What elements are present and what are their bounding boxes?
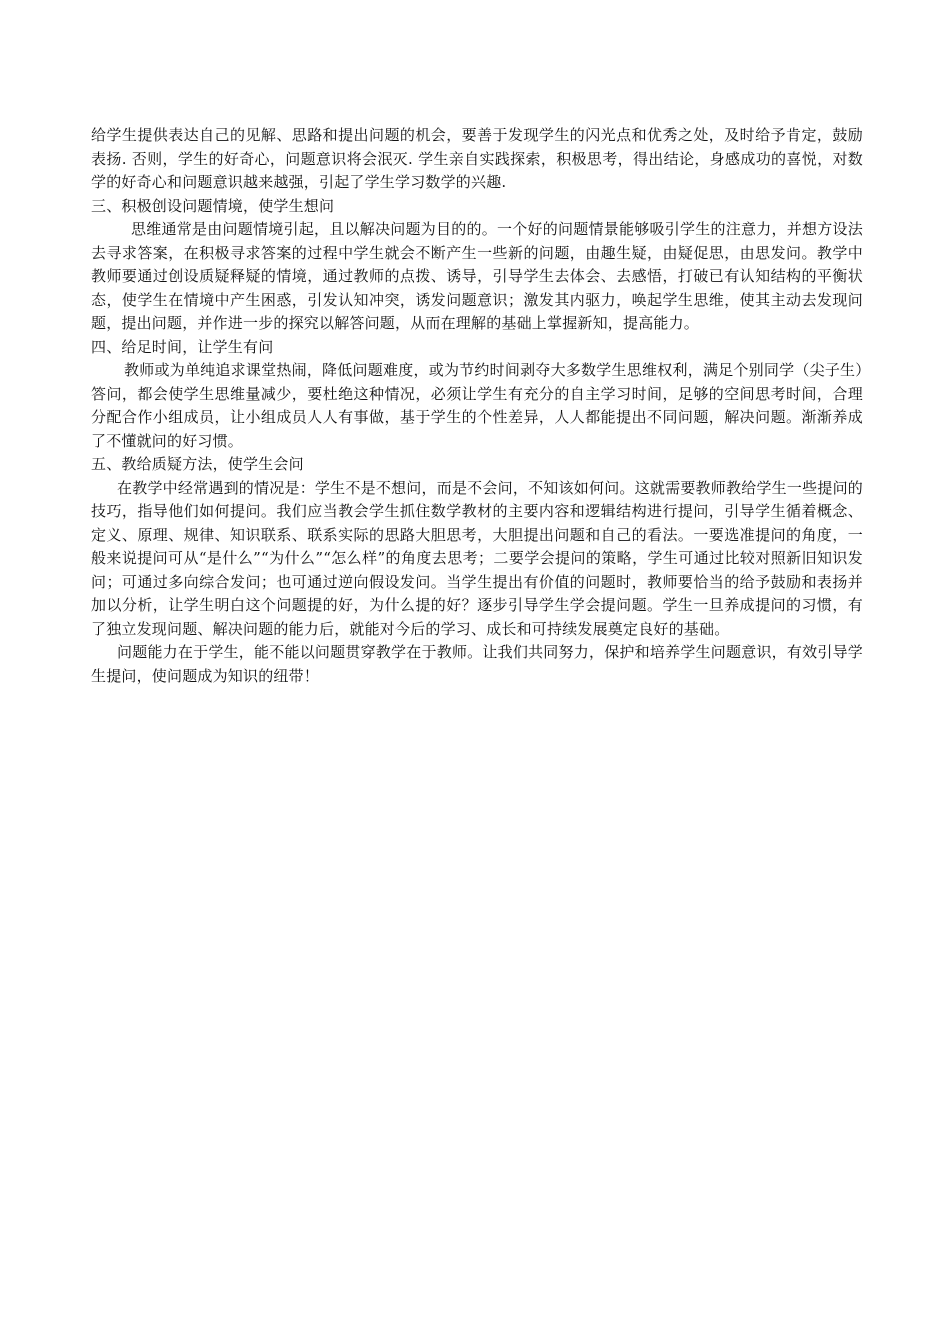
section-heading-5: 五、教给质疑方法，使学生会问 (91, 455, 304, 473)
section-body-4: 教师或为单纯追求课堂热闹，降低问题难度，或为节约时间剥夺大多数学生思维权利，满足个别同学（尖子生）答问，都会使学生思维量减少，要杜绝这种情况，必须让学生有充分的自主学习时间，足够的空间思考时间，合理分配合作小组成员，让小组成员人人有事做，基于学生的个性差异，人人都能提出不同问题，解决问题。渐渐养成了不懂就问的好习惯。 (91, 361, 863, 450)
section-body-3: 思维通常是由问题情境引起，且以解决问题为目的的。一个好的问题情景能够吸引学生的注意力，并想方设法去寻求答案，在积极寻求答案的过程中学生就会不断产生一些新的问题，由趣生疑，由疑促思，由思发问。教学中教师要通过创设质疑释疑的情境，通过教师的点拨、诱导，引导学生去体会、去感悟，打破已有认知结构的平衡状态，使学生在情境中产生困惑，引发认知冲突，诱发问题意识；激发其内驱力，唤起学生思维，使其主动去发现问题，提出问题，并作进一步的探究以解答问题，从而在理解的基础上掌握新知，提高能力。 (91, 220, 863, 332)
closing-paragraph: 问题能力在于学生，能不能以问题贯穿教学在于教师。让我们共同努力，保护和培养学生问题意识，有效引导学生提问，使问题成为知识的纽带！ (91, 643, 863, 685)
section-body-5: 在教学中经常遇到的情况是：学生不是不想问，而是不会问，不知该如何问。这就需要教师教给学生一些提问的技巧，指导他们如何提问。我们应当教会学生抓住数学教材的主要内容和逻辑结构进行提问，引导学生循着概念、定义、原理、规律、知识联系、联系实际的思路大胆思考，大胆提出问题和自己的看法。一要选准提问的角度，一般来说提问可从“是什么”“为什么”“怎么样”的角度去思考；二要学会提问的策略，学生可通过比较对照新旧知识发问；可通过多向综合发问；也可通过逆向假设发问。当学生提出有价值的问题时，教师要恰当的给予鼓励和表扬并加以分析，让学生明白这个问题提的好，为什么提的好？逐步引导学生学会提问题。学生一旦养成提问的习惯，有了独立发现问题、解决问题的能力后，就能对今后的学习、成长和可持续发展奠定良好的基础。 (91, 478, 863, 638)
section-heading-3: 三、积极创设问题情境，使学生想问 (91, 196, 335, 215)
document-page (91, 124, 863, 688)
section-heading-4: 四、给足时间，让学生有问 (91, 337, 274, 356)
intro-paragraph: 给学生提供表达自己的见解、思路和提出问题的机会，要善于发现学生的闪光点和优秀之处，及时给予肯定，鼓励表扬. 否则，学生的好奇心，问题意识将会泯灭. 学生亲自实践探索，积极思考，得出结论，身感成功的喜悦，对数学的好奇心和问题意识越来越强，引起了学生学习数学的兴趣. (91, 126, 863, 191)
